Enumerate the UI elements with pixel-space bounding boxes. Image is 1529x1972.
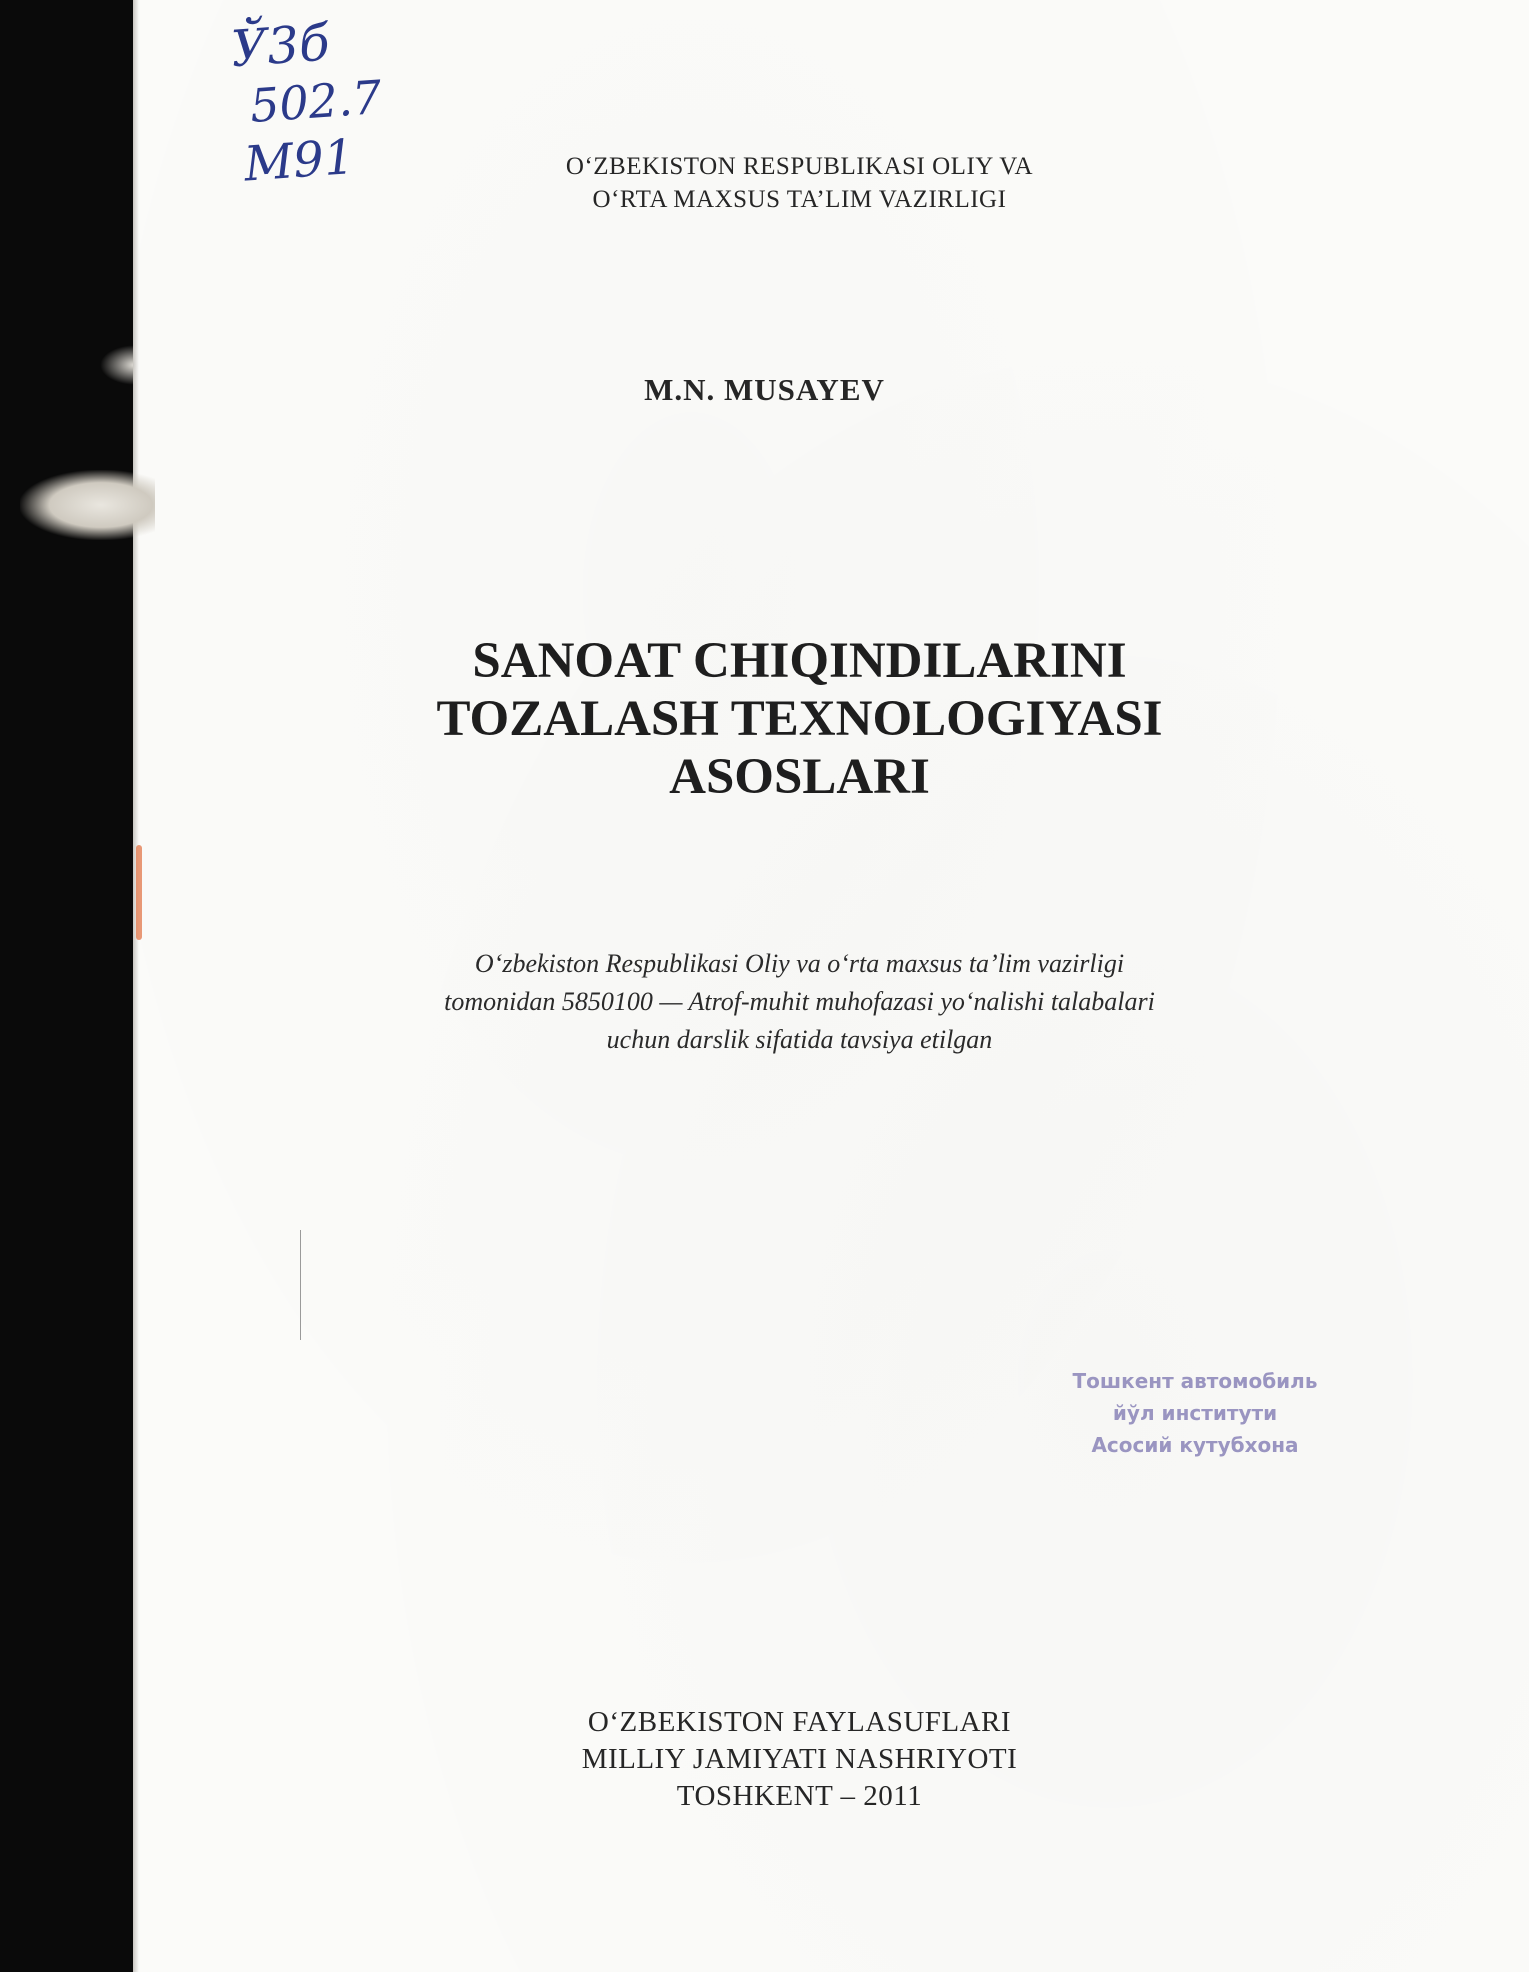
author-text: M.N. MUSAYEV <box>644 372 885 407</box>
stamp-line: Асосий кутубхона <box>1091 1433 1299 1457</box>
publisher-imprint <box>0 1704 1529 1815</box>
title-line: ASOSLARI <box>669 749 930 805</box>
title-line: TOZALASH TEXNOLOGIYASI <box>436 691 1163 747</box>
pencil-mark <box>300 1230 301 1340</box>
publisher-line: MILLIY JAMIYATI NASHRIYOTI <box>581 1743 1018 1775</box>
call-number-line: 502.7 <box>248 69 384 134</box>
book-title <box>0 632 1529 806</box>
ministry-heading <box>0 150 1529 216</box>
stamp-line: йўл институти <box>1112 1401 1278 1425</box>
recommendation-line: O‘zbekiston Respublikasi Oliy va o‘rta maxsus ta’lim vazirligi <box>474 949 1125 978</box>
call-number-line: Ў3б <box>229 13 332 79</box>
author-name <box>0 372 1529 408</box>
call-number-line: М91 <box>242 129 357 193</box>
ministry-line: O‘ZBEKISTON RESPUBLIKASI OLIY VA <box>565 153 1034 180</box>
stamp-line: Тошкент автомобиль <box>1072 1369 1318 1393</box>
title-line: SANOAT CHIQINDILARINI <box>472 633 1127 689</box>
recommendation-line: tomonidan 5850100 — Atrof-muhit muhofazasi yo‘nalishi talabalari <box>444 987 1155 1016</box>
recommendation-note <box>0 945 1529 1059</box>
publisher-line: O‘ZBEKISTON FAYLASUFLARI <box>587 1706 1012 1738</box>
ministry-line: O‘RTA MAXSUS TA’LIM VAZIRLIGI <box>592 186 1007 213</box>
binding-mark <box>136 845 142 940</box>
binding-thread <box>20 470 155 540</box>
recommendation-line: uchun darslik sifatida tavsiya etilgan <box>606 1025 993 1054</box>
publisher-city-year: TOSHKENT – 2011 <box>676 1780 923 1812</box>
library-stamp <box>1060 1365 1330 1461</box>
